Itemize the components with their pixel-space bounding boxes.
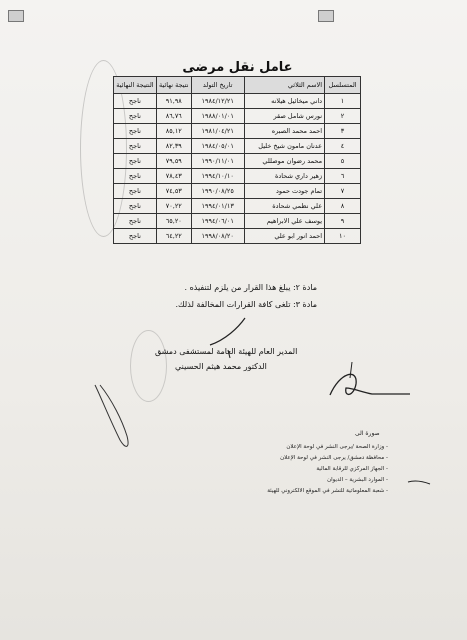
cell-birth-date: ١٩٨٤/٠٥/٠١	[191, 139, 244, 154]
table-row	[114, 184, 361, 199]
signatory-name: الدكتور محمد هيثم الحسيني	[175, 362, 267, 371]
cell-result: ناجح	[114, 124, 157, 139]
results-table	[113, 76, 361, 244]
header-score: نتيجة نهائية	[156, 77, 191, 94]
cell-score: ٧٩,٥٩	[156, 154, 191, 169]
article-3: مادة ٣: تلغى كافة القرارات المخالفة لذلك.	[175, 300, 317, 309]
cell-result: ناجح	[114, 199, 157, 214]
cc-list	[218, 442, 388, 497]
table-row	[114, 229, 361, 244]
cell-score: ٨٥,١٢	[156, 124, 191, 139]
cell-seq: ٢	[325, 109, 361, 124]
cell-name: علي نظمي شحادة	[244, 199, 324, 214]
cell-result: ناجح	[114, 109, 157, 124]
cc-item: - محافظة دمشق/ يرجى النشر في لوحة الإعلان	[218, 453, 388, 464]
cell-score: ٨٢,٣٩	[156, 139, 191, 154]
table-row	[114, 199, 361, 214]
cell-score: ٨٦,٧٦	[156, 109, 191, 124]
cell-birth-date: ١٩٨٤/١٢/٢١	[191, 94, 244, 109]
cell-birth-date: ١٩٩٠/٠٨/٢٥	[191, 184, 244, 199]
table-header-row	[114, 77, 361, 94]
table-row	[114, 139, 361, 154]
cell-seq: ٨	[325, 199, 361, 214]
cell-result: ناجح	[114, 94, 157, 109]
scan-corner-mark-right	[318, 10, 334, 22]
header-birth-date: تاريخ التولد	[191, 77, 244, 94]
header-result: النتيجة النهائية	[114, 77, 157, 94]
cell-name: نورس شامل صقر	[244, 109, 324, 124]
table-row	[114, 214, 361, 229]
cell-result: ناجح	[114, 169, 157, 184]
cc-item: - الجهاز المركزي للرقابة المالية	[218, 464, 388, 475]
cell-score: ٩١,٩٨	[156, 94, 191, 109]
cc-title: صورة الى	[355, 430, 380, 437]
cell-name: محمد رضوان موصللي	[244, 154, 324, 169]
cell-name: داني ميخائيل هيلانه	[244, 94, 324, 109]
cell-birth-date: ١٩٩٠/١١/٠١	[191, 154, 244, 169]
cell-result: ناجح	[114, 154, 157, 169]
cell-score: ٧٠,٢٢	[156, 199, 191, 214]
cc-item: - شعبة المعلوماتية للنشر في الموقع الالكتروني للهيئة	[218, 486, 388, 497]
cell-seq: ٣	[325, 124, 361, 139]
cell-name: احمد انور ابو علي	[244, 229, 324, 244]
cell-seq: ٥	[325, 154, 361, 169]
cell-seq: ٦	[325, 169, 361, 184]
cell-score: ٦٤,٢٢	[156, 229, 191, 244]
cell-birth-date: ١٩٩٤/٠٦/٠١	[191, 214, 244, 229]
cell-result: ناجح	[114, 229, 157, 244]
article-2: مادة ٢: يبلغ هذا القرار من يلزم لتنفيذه .	[184, 283, 317, 292]
cell-seq: ١	[325, 94, 361, 109]
table-row	[114, 154, 361, 169]
cell-name: تمام جودت حمود	[244, 184, 324, 199]
table-row	[114, 109, 361, 124]
cell-result: ناجح	[114, 184, 157, 199]
cell-seq: ٧	[325, 184, 361, 199]
cell-birth-date: ١٩٩٨/٠٨/٢٠	[191, 229, 244, 244]
cell-name: احمد محمد الصبره	[244, 124, 324, 139]
cell-name: يوسف علي الابراهيم	[244, 214, 324, 229]
cell-seq: ٤	[325, 139, 361, 154]
cell-seq: ٩	[325, 214, 361, 229]
table-row	[114, 169, 361, 184]
cell-birth-date: ١٩٩٤/١٠/١٠	[191, 169, 244, 184]
header-seq: المتسلسل	[325, 77, 361, 94]
cell-birth-date: ١٩٨١/٠٤/٢١	[191, 124, 244, 139]
cell-result: ناجح	[114, 214, 157, 229]
cell-score: ٧٨,٤٣	[156, 169, 191, 184]
cc-item: - الموارد البشرية – الديوان	[218, 475, 388, 486]
table-row	[114, 124, 361, 139]
document-title: عامل نقل مرضى	[182, 60, 293, 75]
signatory-title: المدير العام للهيئة العامة لمستشفى دمشق	[155, 347, 298, 356]
cell-score: ٦٥,٢٠	[156, 214, 191, 229]
faint-stamp-lower	[130, 330, 167, 402]
cc-item: - وزارة الصحة /يرجى النشر في لوحة الإعلان	[218, 442, 388, 453]
cell-score: ٧٤,٥٣	[156, 184, 191, 199]
cell-name: عدنان مامون شيخ خليل	[244, 139, 324, 154]
cell-name: زهير داري شحادة	[244, 169, 324, 184]
cell-result: ناجح	[114, 139, 157, 154]
cell-seq: ١٠	[325, 229, 361, 244]
cell-birth-date: ١٩٨٨/٠١/٠١	[191, 109, 244, 124]
cell-birth-date: ١٩٩٤/٠١/١٣	[191, 199, 244, 214]
scan-corner-mark-left	[8, 10, 24, 22]
table-row	[114, 94, 361, 109]
header-name: الاسم الثلاثي	[244, 77, 324, 94]
